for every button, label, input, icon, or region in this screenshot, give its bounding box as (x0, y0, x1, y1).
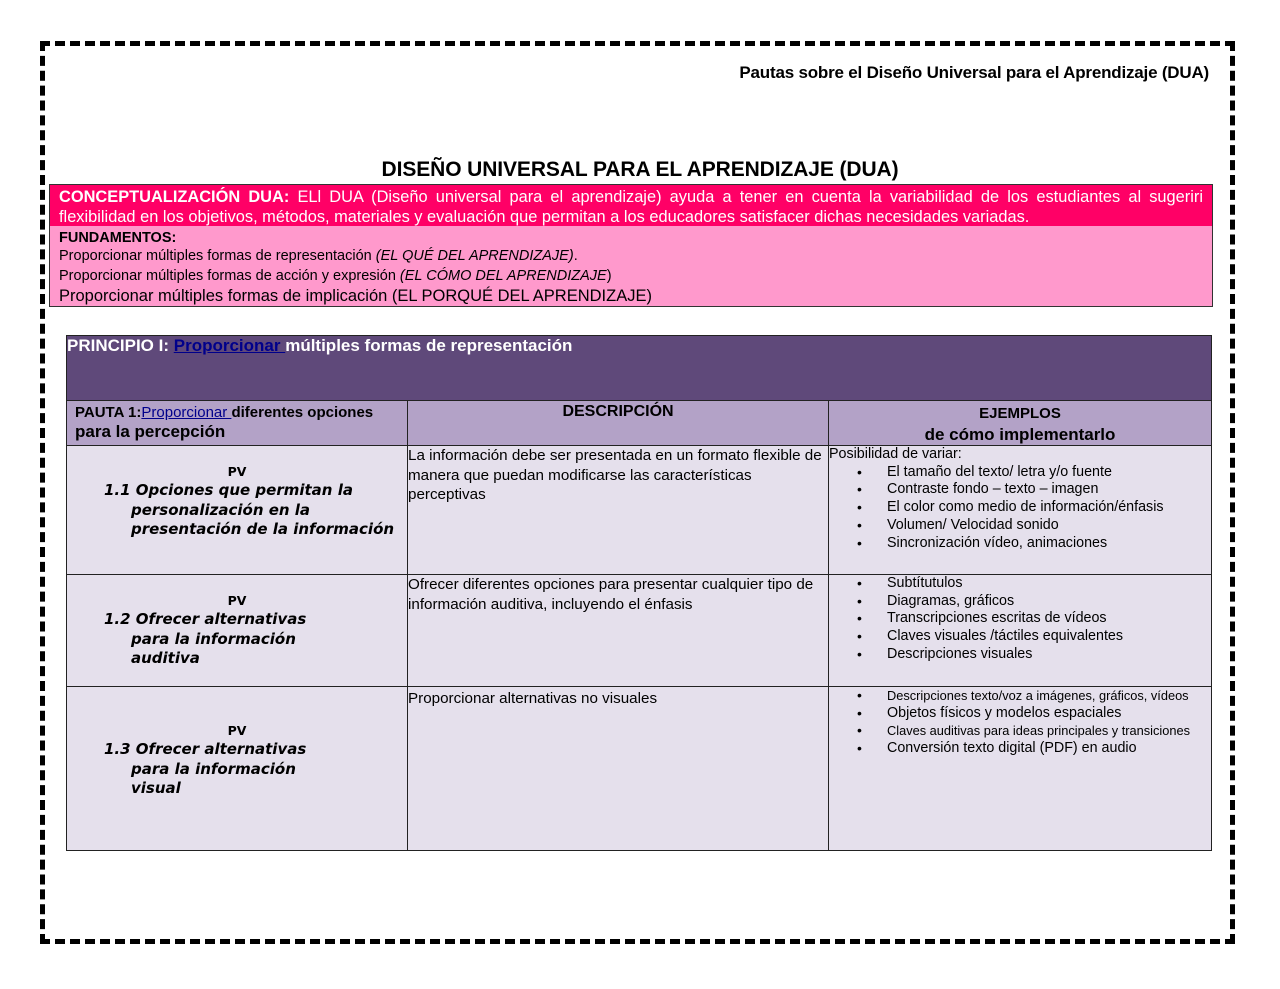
principle-row (67, 336, 1212, 401)
examples-intro: Posibilidad de variar: (829, 446, 962, 462)
pv-label: PV (227, 593, 247, 608)
pv-label: PV (227, 464, 247, 479)
principle-link[interactable]: Proporcionar (173, 336, 286, 355)
fundamento-line-3: Proporcionar múltiples formas de implicación (EL PORQUÉ DEL APRENDIZAJE) (59, 287, 652, 305)
principle-title (67, 336, 1212, 401)
pauta-line2: para la percepción (75, 422, 226, 441)
pauta-link[interactable]: Proporcionar (141, 404, 232, 421)
pv-cell (67, 575, 408, 687)
pv-title: 1.1 Opciones que permitan la personalización en la presentación de la información (104, 481, 395, 538)
list-item: • Contraste fondo – texto – imagen (857, 481, 1099, 498)
pv-cell (67, 687, 408, 851)
list-item: • Subtítutulos (857, 575, 963, 591)
table-row (67, 575, 1212, 687)
concept-label: CONCEPTUALIZACIÓN DUA: (59, 188, 290, 206)
fundamento-2-text: Proporcionar múltiples formas de acción y expresión (59, 267, 400, 284)
description-cell: Proporcionar alternativas no visuales (408, 687, 829, 851)
list-item: • Volumen/ Velocidad sonido (857, 516, 1059, 533)
fundamento-1-text: Proporcionar múltiples formas de representación (59, 248, 376, 264)
examples-cell (829, 575, 1212, 687)
pv-title: 1.2 Ofrecer alternativas para la información auditiva (104, 610, 307, 667)
pv-cell (67, 446, 408, 575)
description-cell: La información debe ser presentada en un formato flexible de manera que puedan modificarse las características perceptivas (408, 446, 829, 575)
fundamento-2-end: ) (606, 267, 612, 284)
list-item: • Sincronización vídeo, animaciones (857, 534, 1108, 551)
ejemplos-line2: de cómo implementarlo (924, 425, 1116, 444)
examples-cell (829, 687, 1212, 851)
description-cell: Ofrecer diferentes opciones para presentar cualquier tipo de información auditiva, incluyendo el énfasis (408, 575, 829, 687)
list-item: • El color como medio de información/énfasis (857, 499, 1164, 516)
list-item: • Transcripciones escritas de vídeos (857, 610, 1107, 627)
pauta-rest: diferentes opciones (231, 404, 374, 421)
list-item: • Diagramas, gráficos (857, 592, 1015, 609)
list-item: • Objetos físicos y modelos espaciales (857, 704, 1122, 721)
header-note: Pautas sobre el Diseño Universal para el Aprendizaje (DUA) (739, 63, 1209, 82)
fundamento-1-italic: (EL QUÉ DEL APRENDIZAJE) (375, 248, 574, 264)
fundamento-2-italic: (EL CÓMO DEL APRENDIZAJE (399, 267, 607, 284)
pauta-header (67, 401, 408, 446)
ejemplos-line1: EJEMPLOS (979, 405, 1061, 422)
principle-prefix: PRINCIPIO I: (67, 336, 174, 355)
fundamentos-title: FUNDAMENTOS: (59, 230, 177, 246)
table-header-row (67, 401, 1212, 446)
fundamento-line-2 (59, 267, 1203, 287)
fundamento-1-end: . (573, 248, 578, 264)
concept-text: ELl DUA (Diseño universal para el aprendizaje) ayuda a tener en cuenta la variabilidad de los estudiantes al sugeriri flexibilidad en los objetivos, métodos, materiales y evaluación que permitan a los educadores satisfacer dichas necesidades variadas. (59, 188, 1203, 226)
pauta-prefix: PAUTA 1: (75, 404, 142, 421)
ejemplos-header (829, 401, 1212, 446)
list-item: • El tamaño del texto/ letra y/o fuente (857, 463, 1112, 480)
descripcion-header: DESCRIPCIÓN (408, 401, 829, 446)
conceptualization-box (49, 184, 1213, 229)
principle-table (66, 335, 1212, 851)
list-item: • Descripciones visuales (857, 645, 1033, 662)
fundamentos-box (49, 226, 1213, 307)
main-title: DISEÑO UNIVERSAL PARA EL APRENDIZAJE (DUA) (381, 158, 899, 181)
list-item: • Claves auditivas para ideas principales y transiciones (857, 722, 1191, 739)
list-item: • Conversión texto digital (PDF) en audio (857, 740, 1137, 757)
list-item: • Descripciones texto/voz a imágenes, gráficos, vídeos (857, 687, 1189, 703)
fundamento-line-1 (59, 247, 1203, 267)
table-row (67, 687, 1212, 851)
principle-rest: múltiples formas de representación (285, 336, 573, 355)
pv-label: PV (227, 723, 247, 738)
examples-cell (829, 446, 1212, 575)
table-row (67, 446, 1212, 575)
list-item: • Claves visuales /táctiles equivalentes (857, 628, 1124, 645)
pv-title: 1.3 Ofrecer alternativas para la información visual (104, 740, 307, 797)
